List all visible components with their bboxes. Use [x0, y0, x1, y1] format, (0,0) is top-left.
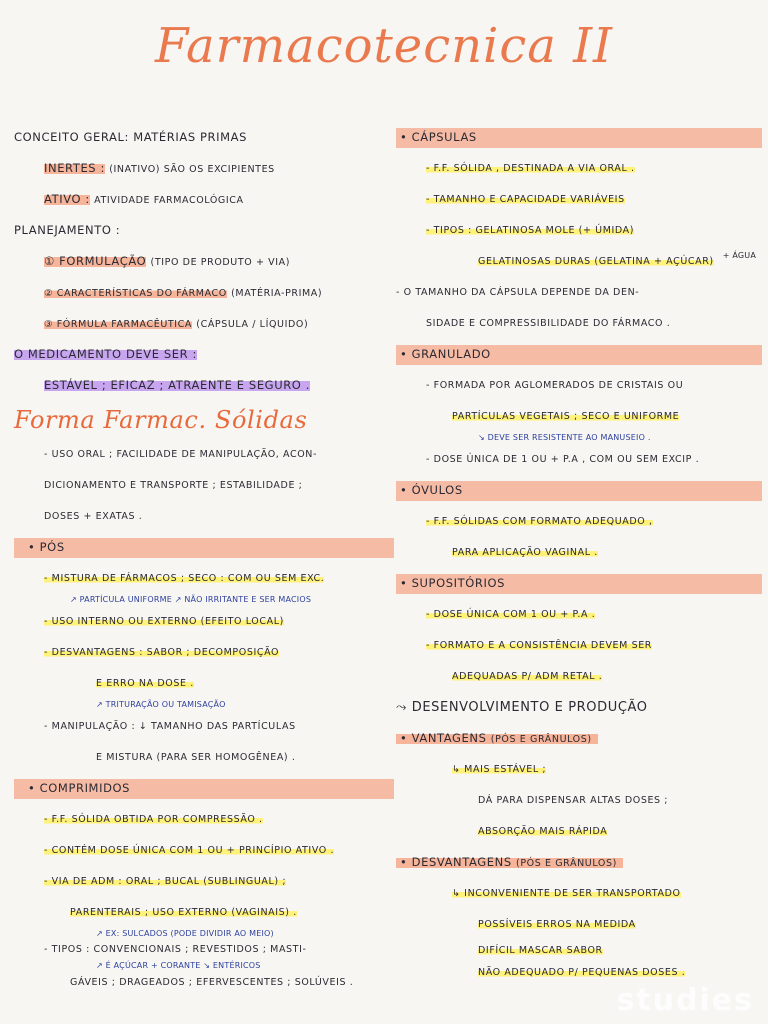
comprimidos-heading: • COMPRIMIDOS: [14, 773, 394, 804]
supositorios-heading: • SUPOSITÓRIOS: [396, 568, 762, 599]
plan-item-1: ① FORMULAÇÃO (TIPO DE PRODUTO + VIA): [44, 254, 291, 268]
medicamento-heading: O MEDICAMENTO DEVE SER :: [14, 347, 197, 361]
vant-line-3: ABSORÇÃO MAIS RÁPIDA: [478, 826, 608, 837]
planejamento-line: PLANEJAMENTO :: [14, 223, 121, 237]
comp-note-2: ↗ É AÇÚCAR + CORANTE ↘ ENTÉRICOS: [96, 961, 261, 970]
caps-line-4: - O TAMANHO DA CÁPSULA DEPENDE DA DEN-: [396, 287, 640, 298]
forma-line-3: DOSES + EXATAS .: [44, 511, 143, 522]
caps-line-2: - TAMANHO E CAPACIDADE VARIÁVEIS: [426, 194, 625, 205]
inertes-line: INERTES : (INATIVO) SÃO OS EXCIPIENTES: [44, 161, 275, 175]
medicamento-qualities: ESTÁVEL ; EFICAZ ; ATRAENTE E SEGURO .: [44, 378, 310, 392]
caps-line-4b: SIDADE E COMPRESSIBILIDADE DO FÁRMACO .: [426, 318, 671, 329]
forma-line-1: - USO ORAL ; FACILIDADE DE MANIPULAÇÃO, ACON-: [44, 449, 318, 460]
ovulos-heading: • ÓVULOS: [396, 475, 762, 506]
plan-item-3: ③ FÓRMULA FARMACÊUTICA (CÁPSULA / LÍQUIDO): [44, 319, 309, 330]
sup-line-2: - FORMATO E A CONSISTÊNCIA DEVEM SER: [426, 640, 653, 651]
desvantagens-heading: • DESVANTAGENS (PÓS E GRÂNULOS): [396, 847, 762, 878]
pos-note-1: ↗ PARTÍCULA UNIFORME ↗ NÃO IRRITANTE E SER MACIOS: [70, 595, 312, 604]
caps-line-3b: GELATINOSAS DURAS (GELATINA + AÇÚCAR) + ÁGUA: [478, 251, 756, 267]
solid-forms-title: Forma Farmac. Sólidas: [14, 406, 308, 434]
pos-line-4b: E MISTURA (PARA SER HOMOGÊNEA) .: [96, 752, 296, 763]
desv-line-2: POSSÍVEIS ERROS NA MEDIDA: [478, 919, 636, 930]
vantagens-heading: • VANTAGENS (PÓS E GRÂNULOS): [396, 723, 762, 754]
ativo-line: ATIVO : ATIVIDADE FARMACOLÓGICA: [44, 192, 244, 206]
pos-note-2: ↗ TRITURAÇÃO OU TAMISAÇÃO: [96, 700, 226, 709]
pos-line-4: - MANIPULAÇÃO : ↓ TAMANHO DAS PARTÍCULAS: [44, 721, 296, 732]
ovulos-line-1: - F.F. SÓLIDAS COM FORMATO ADEQUADO ,: [426, 516, 653, 527]
vant-line-2: DÁ PARA DISPENSAR ALTAS DOSES ;: [478, 795, 669, 806]
gran-line-2: - DOSE ÚNICA DE 1 OU + P.A , COM OU SEM EXCIP .: [426, 454, 700, 465]
concept-line: CONCEITO GERAL: MATÉRIAS PRIMAS: [14, 130, 248, 144]
gran-note: ↘ DEVE SER RESISTENTE AO MANUSEIO .: [478, 433, 651, 442]
gran-line-1: - FORMADA POR AGLOMERADOS DE CRISTAIS OU: [426, 380, 684, 391]
comp-line-4b: GÁVEIS ; DRAGEADOS ; EFERVESCENTES ; SOLÚVEIS .: [70, 977, 354, 988]
pos-line-1: - MISTURA DE FÁRMACOS ; SECO : COM OU SEM EXC.: [44, 573, 325, 584]
development-heading: ⤳ DESENVOLVIMENTO E PRODUÇÃO: [396, 700, 648, 715]
desv-line-1: ↳ INCONVENIENTE DE SER TRANSPORTADO: [452, 888, 681, 899]
vant-line-1: ↳ MAIS ESTÁVEL ;: [452, 764, 547, 775]
forma-line-2: DICIONAMENTO E TRANSPORTE ; ESTABILIDADE ;: [44, 480, 303, 491]
page-title: Farmacotecnica II: [154, 18, 614, 74]
studies-watermark: studies: [616, 983, 754, 1018]
caps-line-1: - F.F. SÓLIDA , DESTINADA A VIA ORAL .: [426, 163, 635, 174]
comp-note-1: ↗ EX: SULCADOS (PODE DIVIDIR AO MEIO): [96, 929, 274, 938]
capsulas-heading: • CÁPSULAS: [396, 122, 762, 153]
sup-line-2b: ADEQUADAS P/ ADM RETAL .: [452, 671, 603, 682]
desv-line-4: NÃO ADEQUADO P/ PEQUENAS DOSES .: [478, 967, 686, 978]
pos-line-3b: E ERRO NA DOSE .: [96, 678, 194, 689]
ovulos-line-1b: PARA APLICAÇÃO VAGINAL .: [452, 547, 598, 558]
left-column: [14, 122, 394, 994]
comp-line-3: - VIA DE ADM : ORAL ; BUCAL (SUBLINGUAL) ;: [44, 876, 287, 887]
right-column: [396, 122, 762, 984]
comp-line-2: - CONTÉM DOSE ÚNICA COM 1 OU + PRINCÍPIO ATIVO .: [44, 845, 335, 856]
sup-line-1: - DOSE ÚNICA COM 1 OU + P.A .: [426, 609, 596, 620]
pos-heading-bar: [14, 538, 394, 558]
desv-line-3: DIFÍCIL MASCAR SABOR: [478, 945, 603, 956]
comp-line-1: - F.F. SÓLIDA OBTIDA POR COMPRESSÃO .: [44, 814, 263, 825]
granulado-heading: • GRANULADO: [396, 339, 762, 370]
comp-line-4: - TIPOS : CONVENCIONAIS ; REVESTIDOS ; MASTI-: [44, 944, 307, 955]
pos-line-3: - DESVANTAGENS : SABOR ; DECOMPOSIÇÃO: [44, 647, 280, 658]
caps-line-3: - TIPOS : GELATINOSA MOLE (+ ÚMIDA): [426, 225, 635, 236]
pos-line-2: - USO INTERNO OU EXTERNO (EFEITO LOCAL): [44, 616, 284, 627]
gran-line-1b: PARTÍCULAS VEGETAIS ; SECO E UNIFORME: [452, 411, 680, 422]
comp-line-3b: PARENTERAIS ; USO EXTERNO (VAGINAIS) .: [70, 907, 297, 918]
plan-item-2: ② CARACTERÍSTICAS DO FÁRMACO (MATÉRIA-PRIMA): [44, 288, 323, 299]
pos-heading: • PÓS: [14, 532, 394, 563]
